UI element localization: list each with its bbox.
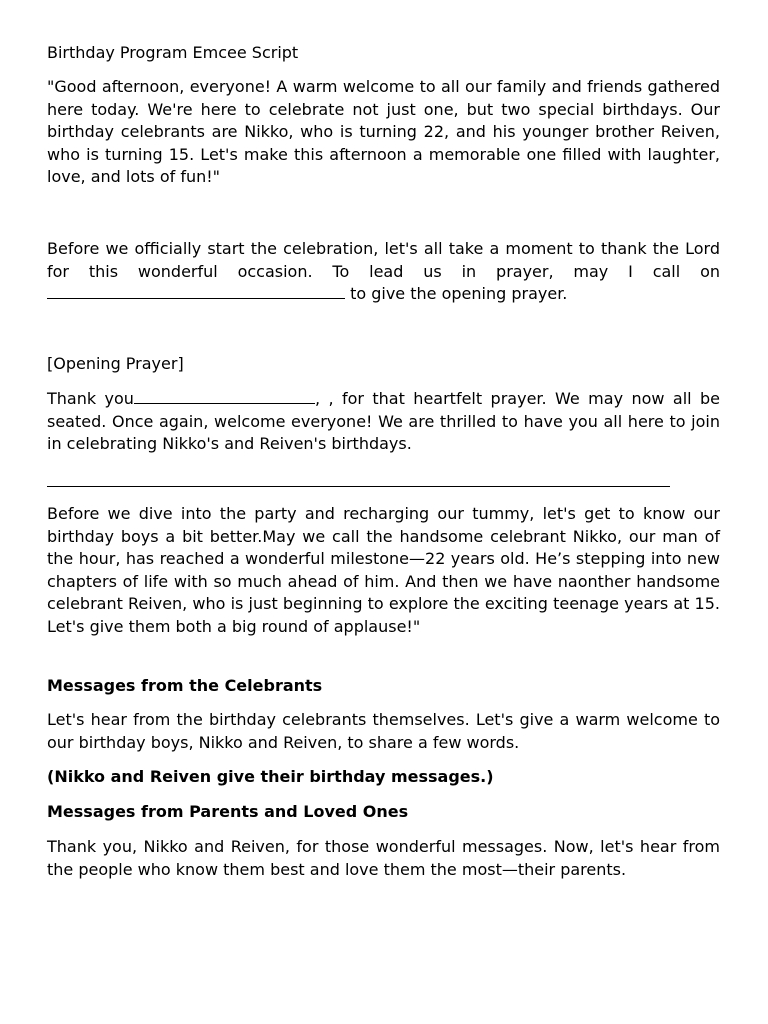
- thanks-name-blank: [134, 388, 315, 404]
- prayer-leader-blank: [47, 283, 345, 299]
- celebrants-stage-note: (Nikko and Reiven give their birthday messages.): [47, 767, 494, 786]
- thanks-text: Thank you: [47, 389, 134, 408]
- celebrants-message-paragraph: Let's hear from the birthday celebrants themselves. Let's give a warm welcome to our birthday boys, Nikko and Reiven, to share a few words.: [47, 710, 720, 752]
- welcome-paragraph: "Good afternoon, everyone! A warm welcome to all our family and friends gathered here today. We're here to celebrate not just one, but two special birthdays. Our birthday celebrants are Nikko, who is turning 22, and his younger brother Reiven, who is turning 15. Let's make this afternoon a memorable one filled with laughter, love, and lots of fun!": [47, 77, 720, 186]
- divider-line: [47, 486, 670, 487]
- parents-heading: Messages from Parents and Loved Ones: [47, 802, 409, 821]
- prayer-intro-paragraph: [47, 238, 720, 306]
- thanks-paragraph: [47, 388, 720, 456]
- celebrants-heading: Messages from the Celebrants: [47, 676, 323, 695]
- document-title: Birthday Program Emcee Script: [47, 43, 299, 62]
- prayer-intro-text: Before we officially start the celebration, let's all take a moment to thank the Lord for this wonderful occasion. To lead us in prayer, may I call on: [47, 239, 720, 281]
- parents-message-paragraph: Thank you, Nikko and Reiven, for those wonderful messages. Now, let's hear from the people who know them best and love them the most—their parents.: [47, 837, 720, 879]
- prayer-intro-end-text: to give the opening prayer.: [345, 284, 568, 303]
- thanks-end-text: , , for that heartfelt prayer. We may now all be seated. Once again, welcome everyone! We are thrilled to have you all here to join in celebrating Nikko's and Reiven's birthdays.: [47, 389, 721, 453]
- celebrants-intro-paragraph: Before we dive into the party and recharging our tummy, let's get to know our birthday boys a bit better.May we call the handsome celebrant Nikko, our man of the hour, has reached a wonderful milestone—22 years old. He’s stepping into new chapters of life with so much ahead of him. And then we have naonther handsome celebrant Reiven, who is just beginning to explore the exciting teenage years at 15. Let's give them both a big round of applause!": [47, 504, 720, 636]
- opening-prayer-label: [Opening Prayer]: [47, 354, 184, 373]
